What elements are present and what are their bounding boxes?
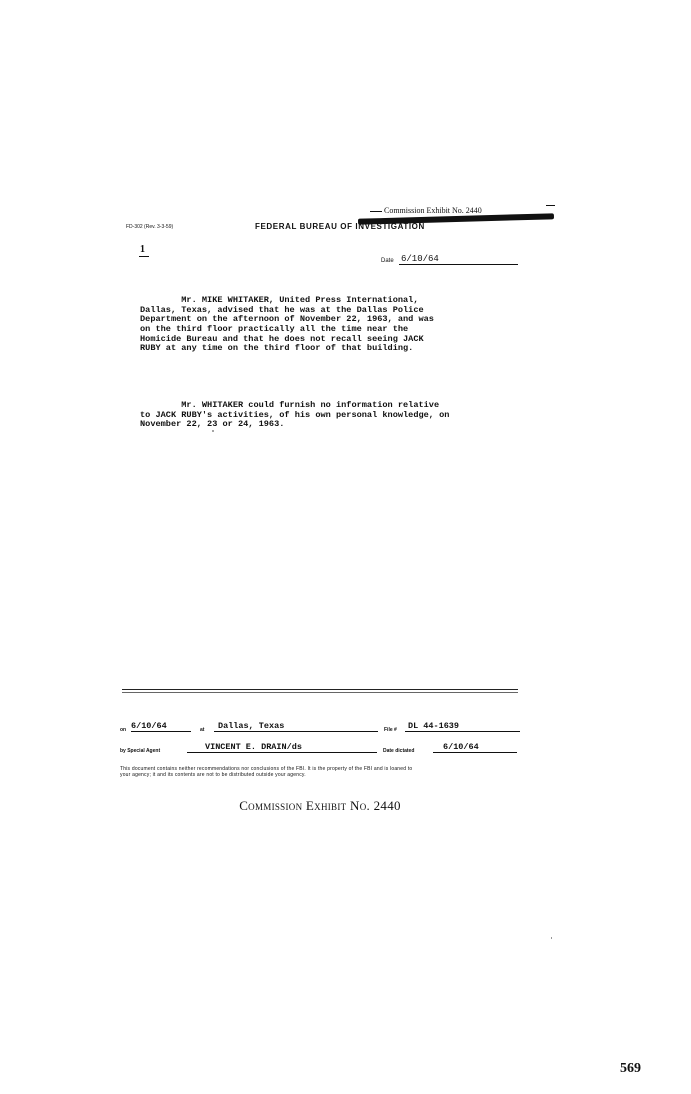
footer-rule-secondary — [122, 692, 518, 693]
page-number: 1 — [140, 244, 145, 255]
location: Dallas, Texas — [214, 721, 378, 732]
dictated-date: 6/10/64 — [433, 742, 517, 753]
exhibit-stamp-text: Commission Exhibit No. 2440 — [384, 206, 482, 215]
file-number: DL 44-1639 — [405, 721, 520, 732]
scan-speck — [212, 430, 214, 432]
form-code: FD-302 (Rev. 3-3-59) — [126, 224, 174, 230]
scan-speck — [551, 937, 552, 939]
dictated-label: Date dictated — [383, 748, 415, 754]
exhibit-stamp — [370, 206, 482, 215]
page-folio: 569 — [620, 1061, 641, 1076]
file-label: File # — [384, 727, 397, 733]
on-date: 6/10/64 — [131, 721, 191, 732]
at-label: at — [200, 727, 205, 733]
date-value: 6/10/64 — [399, 254, 518, 265]
date-label: Date — [381, 258, 394, 264]
exhibit-caption: Commission Exhibit No. 2440 — [239, 798, 401, 813]
paragraph-2: Mr. WHITAKER could furnish no information relative to JACK RUBY's activities, of his own personal knowledge, on November 22, 23 or 24, 1963. — [140, 400, 450, 430]
bureau-title: FEDERAL BUREAU OF INVESTIGATION — [255, 222, 425, 231]
agent-label: by Special Agent — [120, 748, 161, 754]
agent-name: VINCENT E. DRAIN/ds — [187, 742, 377, 753]
paragraph-1: Mr. MIKE WHITAKER, United Press International, Dallas, Texas, advised that he was at the Dallas Police Department on the afternoon of November 22, 1963, and was on the third floor practically all the time near the Homicide Bureau and that he does not recall seeing JACK RUBY at any time on the third floor of that building. — [140, 295, 434, 354]
on-label: on — [120, 727, 127, 733]
disclaimer-line-2: your agency; it and its contents are not to be distributed outside your agency. — [120, 772, 306, 778]
page-number-underline — [139, 256, 149, 257]
disclaimer — [120, 766, 520, 778]
stamp-tick-mark — [546, 205, 555, 206]
stamp-dash — [370, 211, 382, 212]
document-body — [140, 277, 485, 440]
disclaimer-line-1: This document contains neither recommendations nor conclusions of the FBI. It is the property of the FBI and is loaned to — [120, 766, 413, 772]
footer-rule — [122, 689, 518, 690]
